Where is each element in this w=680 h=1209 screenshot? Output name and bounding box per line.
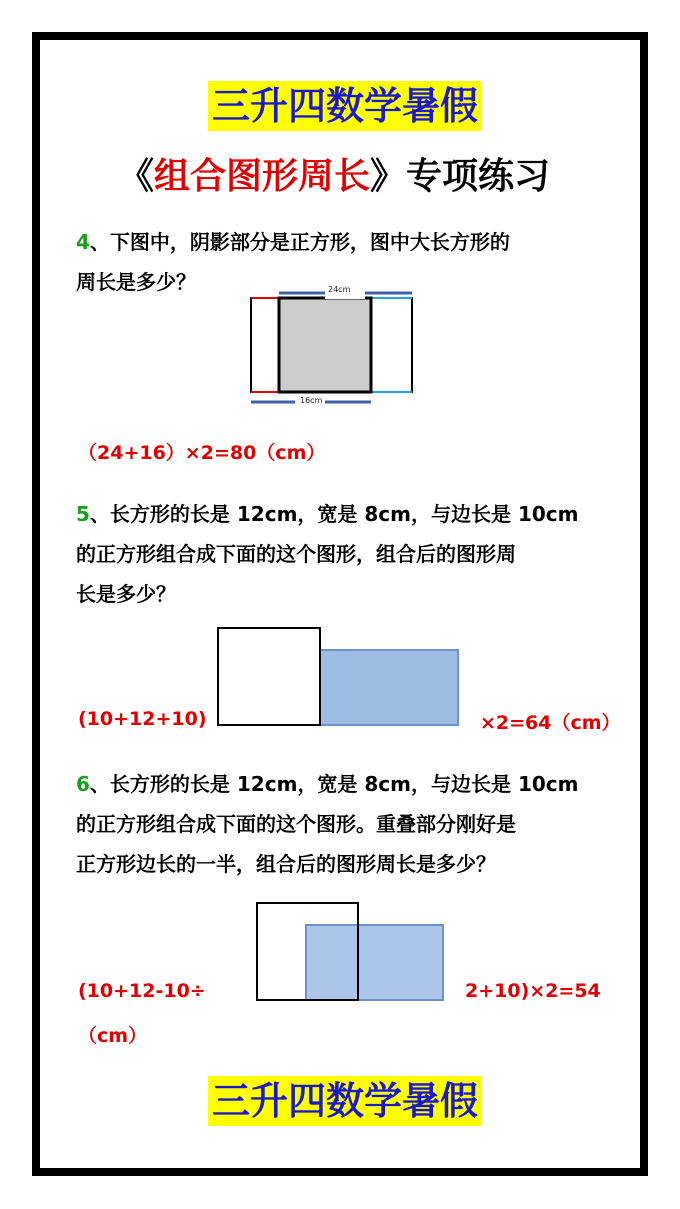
dim-label-bottom: 16cm xyxy=(300,396,323,405)
q5-line3: 长是多少？ xyxy=(76,582,176,606)
q5-line1: 长方形的长是 12cm，宽是 8cm，与边长是 10cm xyxy=(109,502,579,526)
bottom-banner: 三升四数学暑假 xyxy=(208,1076,482,1126)
q5-number: 5 xyxy=(76,502,90,526)
q5-figure xyxy=(215,625,465,730)
q6-line1: 长方形的长是 12cm，宽是 8cm，与边长是 10cm xyxy=(109,772,579,796)
blue-rectangle xyxy=(320,650,458,725)
shaded-square xyxy=(279,298,371,392)
q6-line2: 的正方形组合成下面的这个图形。重叠部分刚好是 xyxy=(76,812,516,836)
q4-figure xyxy=(240,278,430,413)
square xyxy=(218,628,320,725)
blue-rectangle xyxy=(306,925,443,1000)
q5-sep: 、 xyxy=(89,502,110,526)
q5-answer-left: (10+12+10) xyxy=(78,708,207,730)
q6-text xyxy=(76,764,578,884)
q4-line2: 周长是多少？ xyxy=(76,270,196,294)
q5-text xyxy=(76,494,578,614)
q6-sep: 、 xyxy=(89,772,110,796)
q6-answer-left: (10+12-10÷ xyxy=(78,980,206,1002)
title-topic: 组合图形周长 xyxy=(154,156,371,197)
dim-label-top: 24cm xyxy=(328,285,351,294)
q6-figure xyxy=(254,900,449,1005)
q5-line2: 的正方形组合成下面的这个图形，组合后的图形周 xyxy=(76,542,516,566)
q6-answer-right: 2+10)×2=54 xyxy=(465,980,601,1002)
q4-answer: （24+16）×2=80（cm） xyxy=(78,442,326,464)
title-close: 》 xyxy=(370,156,407,197)
q6-answer-unit: （cm） xyxy=(78,1025,148,1047)
q4-number: 4 xyxy=(76,230,90,254)
title-rest: 专项练习 xyxy=(406,156,551,197)
title-open: 《 xyxy=(118,156,155,197)
top-banner: 三升四数学暑假 xyxy=(208,81,482,131)
q5-answer-right: ×2=64（cm） xyxy=(480,712,621,734)
q6-number: 6 xyxy=(76,772,90,796)
q4-sep: 、 xyxy=(89,230,110,254)
q4-line1: 下图中，阴影部分是正方形，图中大长方形的 xyxy=(109,230,510,254)
q6-line3: 正方形边长的一半，组合后的图形周长是多少？ xyxy=(76,852,496,876)
page-title xyxy=(118,148,550,199)
